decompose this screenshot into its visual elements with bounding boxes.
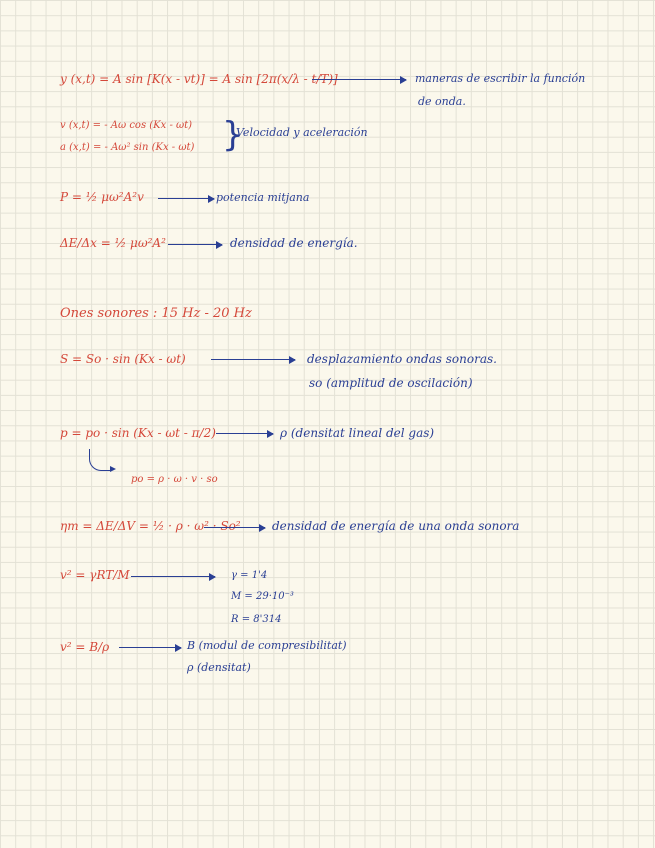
power-equation: P = ½ μω²A²v [60,190,144,204]
sound-energy-density-equation: ηm = ΔE/ΔV = ½ · ρ · ω² · So² [60,519,241,533]
displacement-equation: S = So · sin (Kx - ωt) [60,352,186,366]
arrow-icon [312,79,406,80]
gas-constant-value: R = 8'314 [231,614,282,625]
pressure-amplitude-equation: po = ρ · ω · v · so [131,474,218,485]
arrow-icon [119,647,181,648]
arrow-icon [211,359,295,360]
velocity-equation: v (x,t) = - Aω cos (Kx - ωt) [60,120,193,131]
pressure-equation: p = po · sin (Kx - ωt - π/2) [60,426,216,440]
acceleration-equation: a (x,t) = - Aω² sin (Kx - ωt) [60,142,195,153]
arrowhead-icon [110,466,116,472]
density-note: ρ (densitat lineal del gas) [280,426,435,440]
wave-function-note-line2: de onda. [418,95,466,108]
bulk-velocity-equation: v² = B/ρ [60,640,110,654]
density-definition-note: ρ (densitat) [187,661,251,674]
displacement-note-line2: so (amplitud de oscilación) [309,376,473,390]
wave-function-equation: y (x,t) = A sin [K(x - vt)] = A sin [2π(x/λ - t/T)] [60,72,338,86]
power-note: potencia mitjana [216,191,310,204]
energy-density-equation: ΔE/Δx = ½ μω²A² [60,236,166,250]
displacement-note-line1: desplazamiento ondas sonoras. [307,352,497,366]
sound-energy-density-note: densidad de energía de una onda sonora [272,519,520,533]
arrow-icon [158,198,214,199]
sound-waves-heading: Ones sonores : 15 Hz - 20 Hz [60,306,252,321]
gamma-value: γ = 1'4 [231,570,268,581]
molar-mass-value: M = 29·10⁻³ [231,591,294,602]
arrow-icon [216,433,273,434]
velocity-acceleration-note: Velocidad y aceleración [236,126,368,139]
arrow-icon [204,527,265,528]
energy-density-note: densidad de energía. [230,236,358,250]
gas-velocity-equation: v² = γRT/M [60,568,130,582]
brace-icon: } [222,115,244,155]
arrow-icon [131,576,215,577]
hook-arrow-icon [89,449,112,471]
wave-function-note-line1: maneras de escribir la función [415,72,586,85]
arrow-icon [168,244,222,245]
bulk-modulus-note: B (modul de compresibilitat) [187,639,347,652]
